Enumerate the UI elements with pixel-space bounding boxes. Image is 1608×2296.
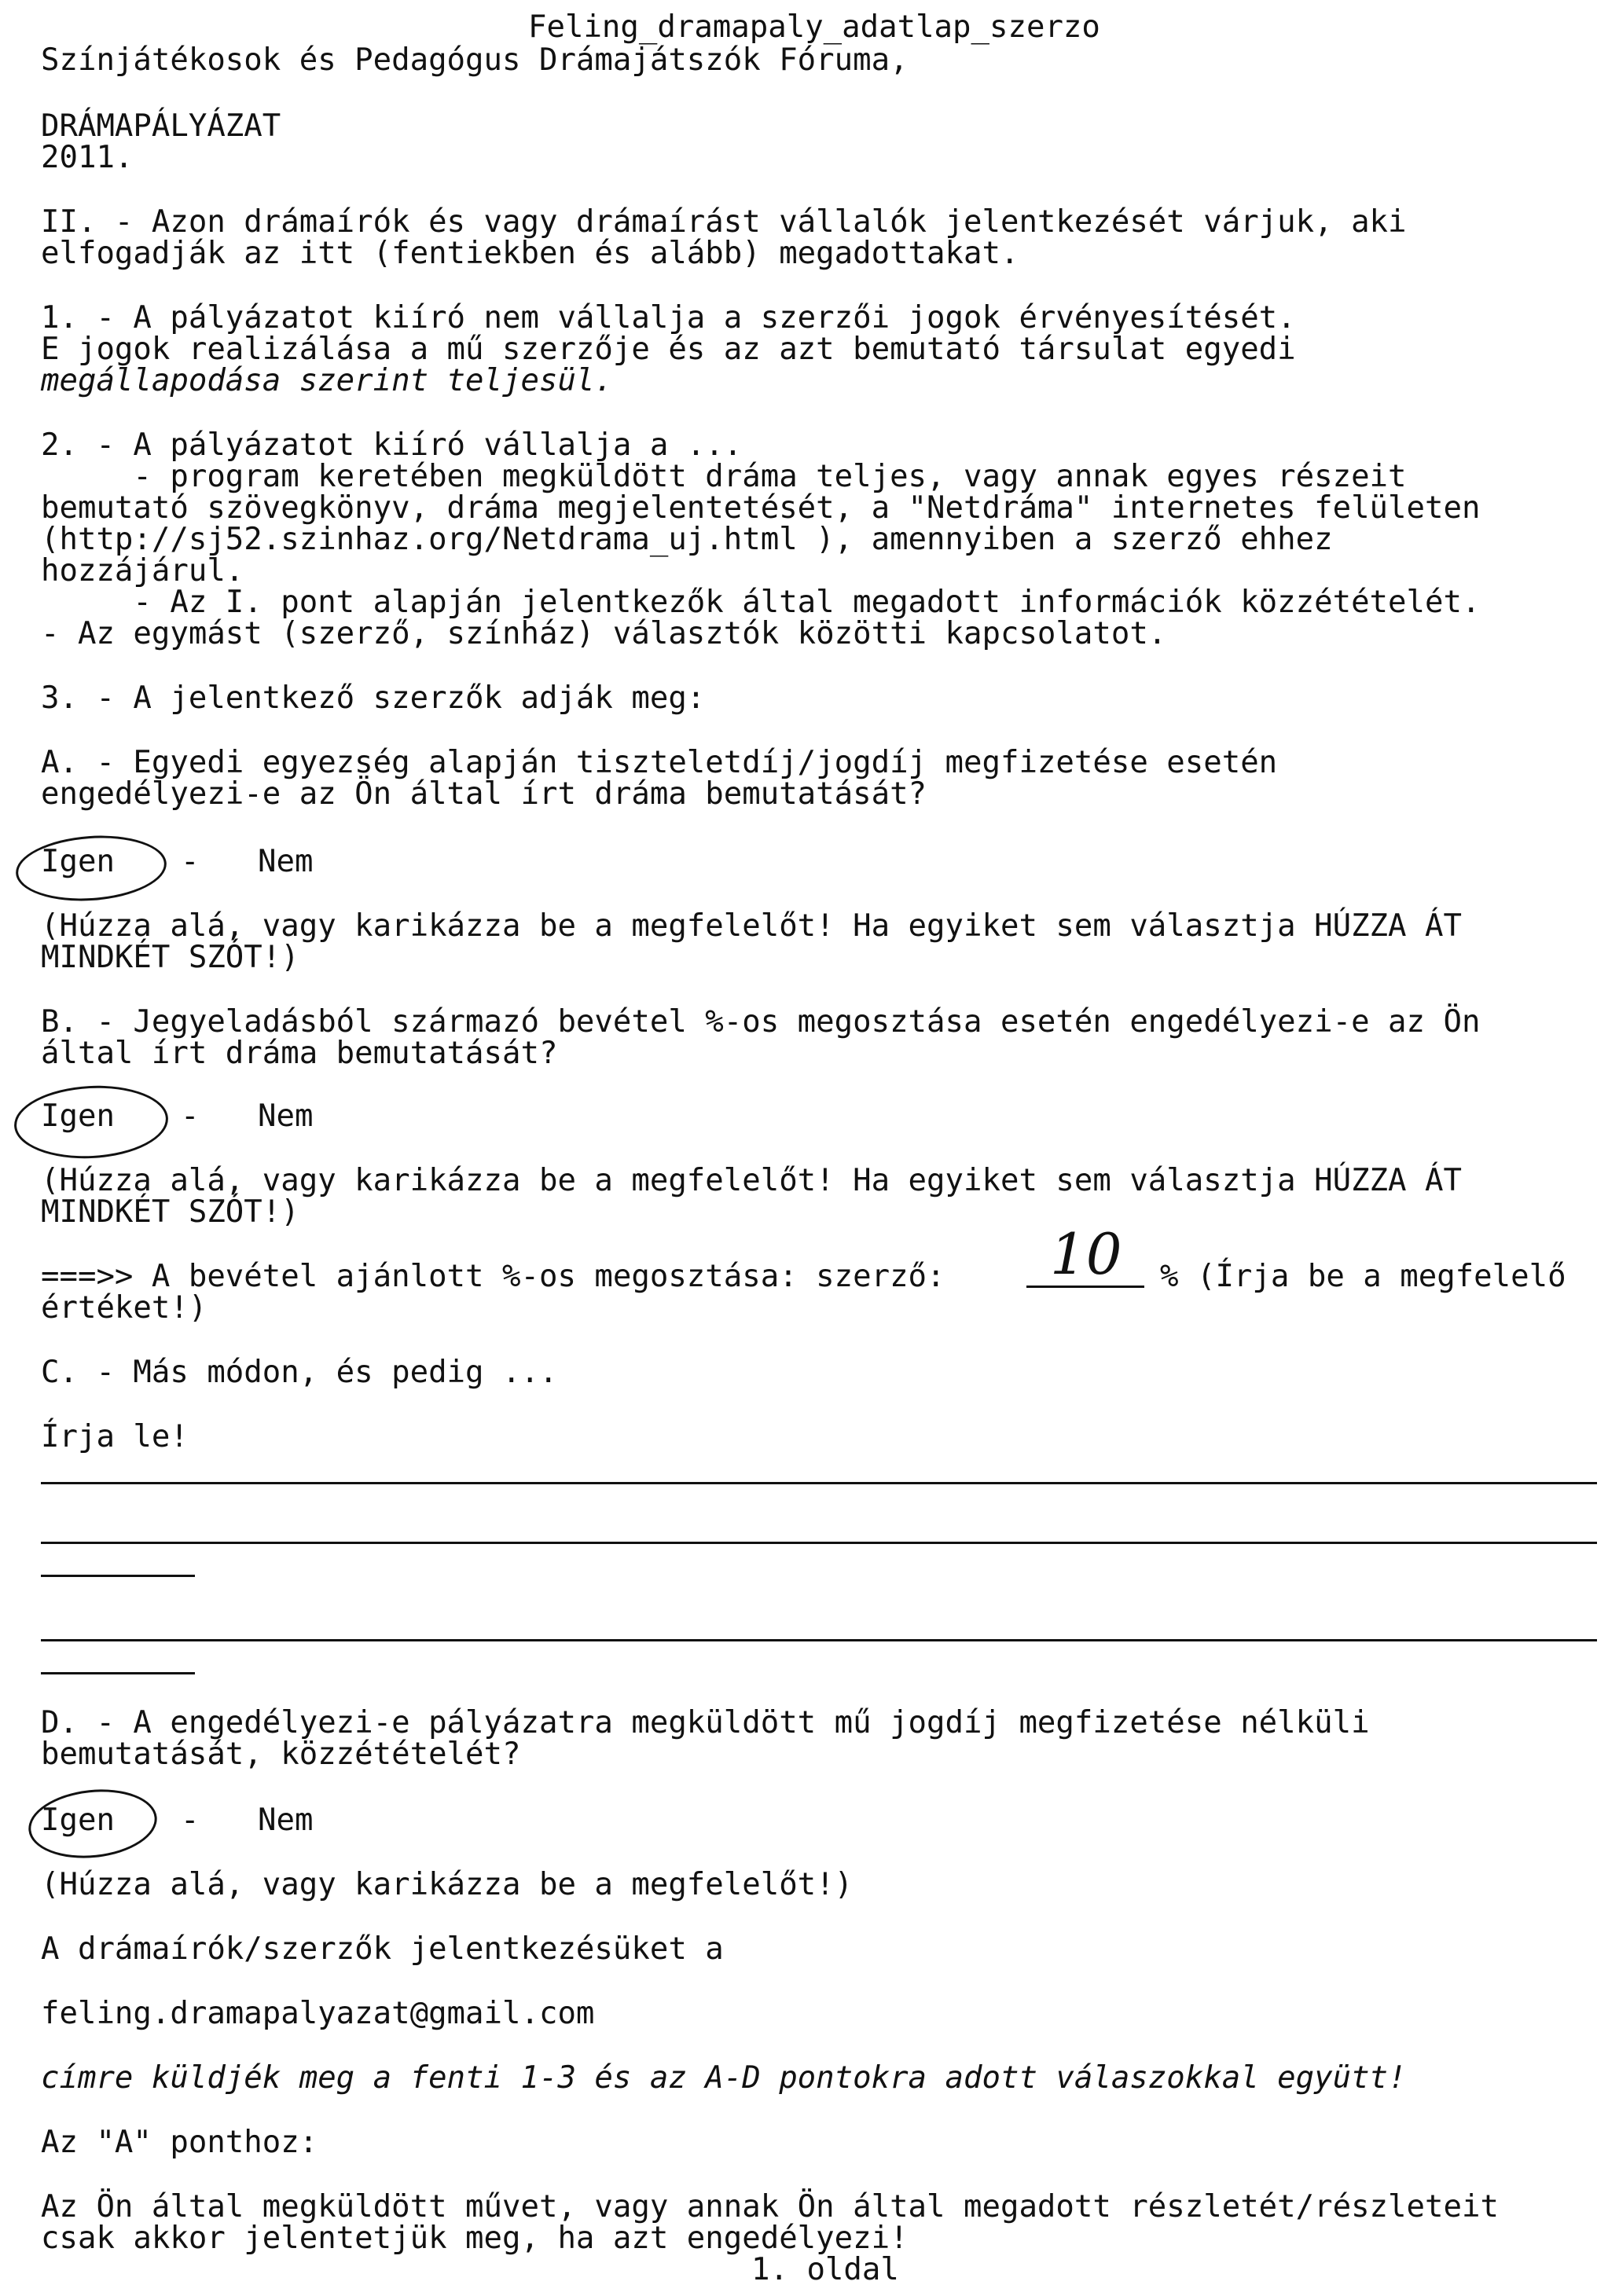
point-2-line-2: - program keretében megküldött dráma teljes, vagy annak egyes részeit xyxy=(41,459,1407,494)
answer-a-no: Nem xyxy=(258,844,314,879)
answer-d-dash: - xyxy=(181,1803,200,1838)
question-d-line-1: D. - A engedélyezi-e pályázatra megküldött mű jogdíj megfizetése nélküli xyxy=(41,1705,1370,1740)
apply-text-2: címre küldjék meg a fenti 1-3 és az A-D pontokra adott válaszokkal együtt! xyxy=(41,2060,1407,2096)
question-a-line-1: A. - Egyedi egyezség alapján tiszteletdíj/jogdíj megfizetése esetén xyxy=(41,745,1278,780)
answer-b-yes: Igen xyxy=(41,1098,115,1134)
answer-b-no: Nem xyxy=(258,1098,314,1134)
revenue-share-suffix: % (Írja be a megfelelő xyxy=(1160,1259,1566,1294)
answer-a-yes: Igen xyxy=(41,844,115,879)
revenue-share-value: 10 xyxy=(1050,1221,1122,1287)
point-2-line-1: 2. - A pályázatot kiíró vállalja a ... xyxy=(41,427,743,463)
contest-year: 2011. xyxy=(41,140,134,175)
answer-c-line-3-tail xyxy=(41,1672,195,1674)
answer-c-line-2 xyxy=(41,1542,1597,1544)
apply-text-1: A drámaírók/szerzők jelentkezésüket a xyxy=(41,1931,724,1967)
question-b-line-1: B. - Jegyeladásból származó bevétel %-os megosztása esetén engedélyezi-e az Ön xyxy=(41,1004,1481,1040)
answer-c-line-2-tail xyxy=(41,1575,195,1577)
point-1-line-3: megállapodása szerint teljesül. xyxy=(41,363,613,398)
revenue-share-suffix-2: értéket!) xyxy=(41,1290,207,1326)
final-note-line-1: Az Ön által megküldött művet, vagy annak Ön által megadott részletét/részleteit xyxy=(41,2189,1499,2224)
question-c-write: Írja le! xyxy=(41,1419,189,1454)
question-b-line-2: által írt dráma bemutatását? xyxy=(41,1036,558,1071)
point-2-line-5: hozzájárul. xyxy=(41,553,244,589)
email-address: feling.dramapalyazat@gmail.com xyxy=(41,1996,595,2031)
contest-title: DRÁMAPÁLYÁZAT xyxy=(41,108,281,144)
answer-d-yes: Igen xyxy=(41,1803,115,1838)
organization-name: Színjátékosok és Pedagógus Drámajátszók Fóruma, xyxy=(41,42,909,78)
question-d-line-2: bemutatását, közzétételét? xyxy=(41,1737,521,1772)
instruction-a-line-1: (Húzza alá, vagy karikázza be a megfelelőt! Ha egyiket sem választja HÚZZA ÁT xyxy=(41,908,1462,944)
page-number: 1. oldal xyxy=(751,2252,899,2287)
question-c: C. - Más módon, és pedig ... xyxy=(41,1355,558,1390)
note-a-heading: Az "A" ponthoz: xyxy=(41,2125,318,2160)
instruction-d: (Húzza alá, vagy karikázza be a megfelelőt!) xyxy=(41,1867,854,1902)
answer-a-dash: - xyxy=(181,844,200,879)
answer-d-no: Nem xyxy=(258,1803,314,1838)
instruction-b-line-2: MINDKÉT SZÓT!) xyxy=(41,1194,299,1230)
file-title: Feling_dramapaly_adatlap_szerzo xyxy=(528,9,1100,45)
point-1-line-2: E jogok realizálása a mű szerzője és az azt bemutató társulat egyedi xyxy=(41,332,1296,367)
answer-c-line-1 xyxy=(41,1482,1597,1484)
point-1-line-1: 1. - A pályázatot kiíró nem vállalja a szerzői jogok érvényesítését. xyxy=(41,300,1296,336)
revenue-share-label: ===>> A bevétel ajánlott %-os megosztása: szerző: xyxy=(41,1259,945,1294)
answer-b-dash: - xyxy=(181,1098,200,1134)
final-note-line-2: csak akkor jelentetjük meg, ha azt engedélyezi! xyxy=(41,2221,909,2256)
question-a-line-2: engedélyezi-e az Ön által írt dráma bemutatását? xyxy=(41,776,927,812)
answer-c-line-3 xyxy=(41,1639,1597,1641)
point-2-line-4: (http://sj52.szinhaz.org/Netdrama_uj.html ), amennyiben a szerző ehhez xyxy=(41,522,1333,557)
instruction-b-line-1: (Húzza alá, vagy karikázza be a megfelelőt! Ha egyiket sem választja HÚZZA ÁT xyxy=(41,1163,1462,1198)
intro-line-1: II. - Azon drámaírók és vagy drámaírást vállalók jelentkezését várjuk, aki xyxy=(41,204,1407,240)
point-3: 3. - A jelentkező szerzők adják meg: xyxy=(41,680,706,716)
point-2-line-6: - Az I. pont alapján jelentkezők által megadott információk közzétételét. xyxy=(41,585,1481,620)
point-2-line-3: bemutató szövegkönyv, dráma megjelentetését, a "Netdráma" internetes felületen xyxy=(41,490,1481,526)
instruction-a-line-2: MINDKÉT SZÓT!) xyxy=(41,940,299,975)
point-2-line-7: - Az egymást (szerző, színház) választók közötti kapcsolatot. xyxy=(41,616,1167,651)
intro-line-2: elfogadják az itt (fentiekben és alább) megadottakat. xyxy=(41,236,1019,271)
